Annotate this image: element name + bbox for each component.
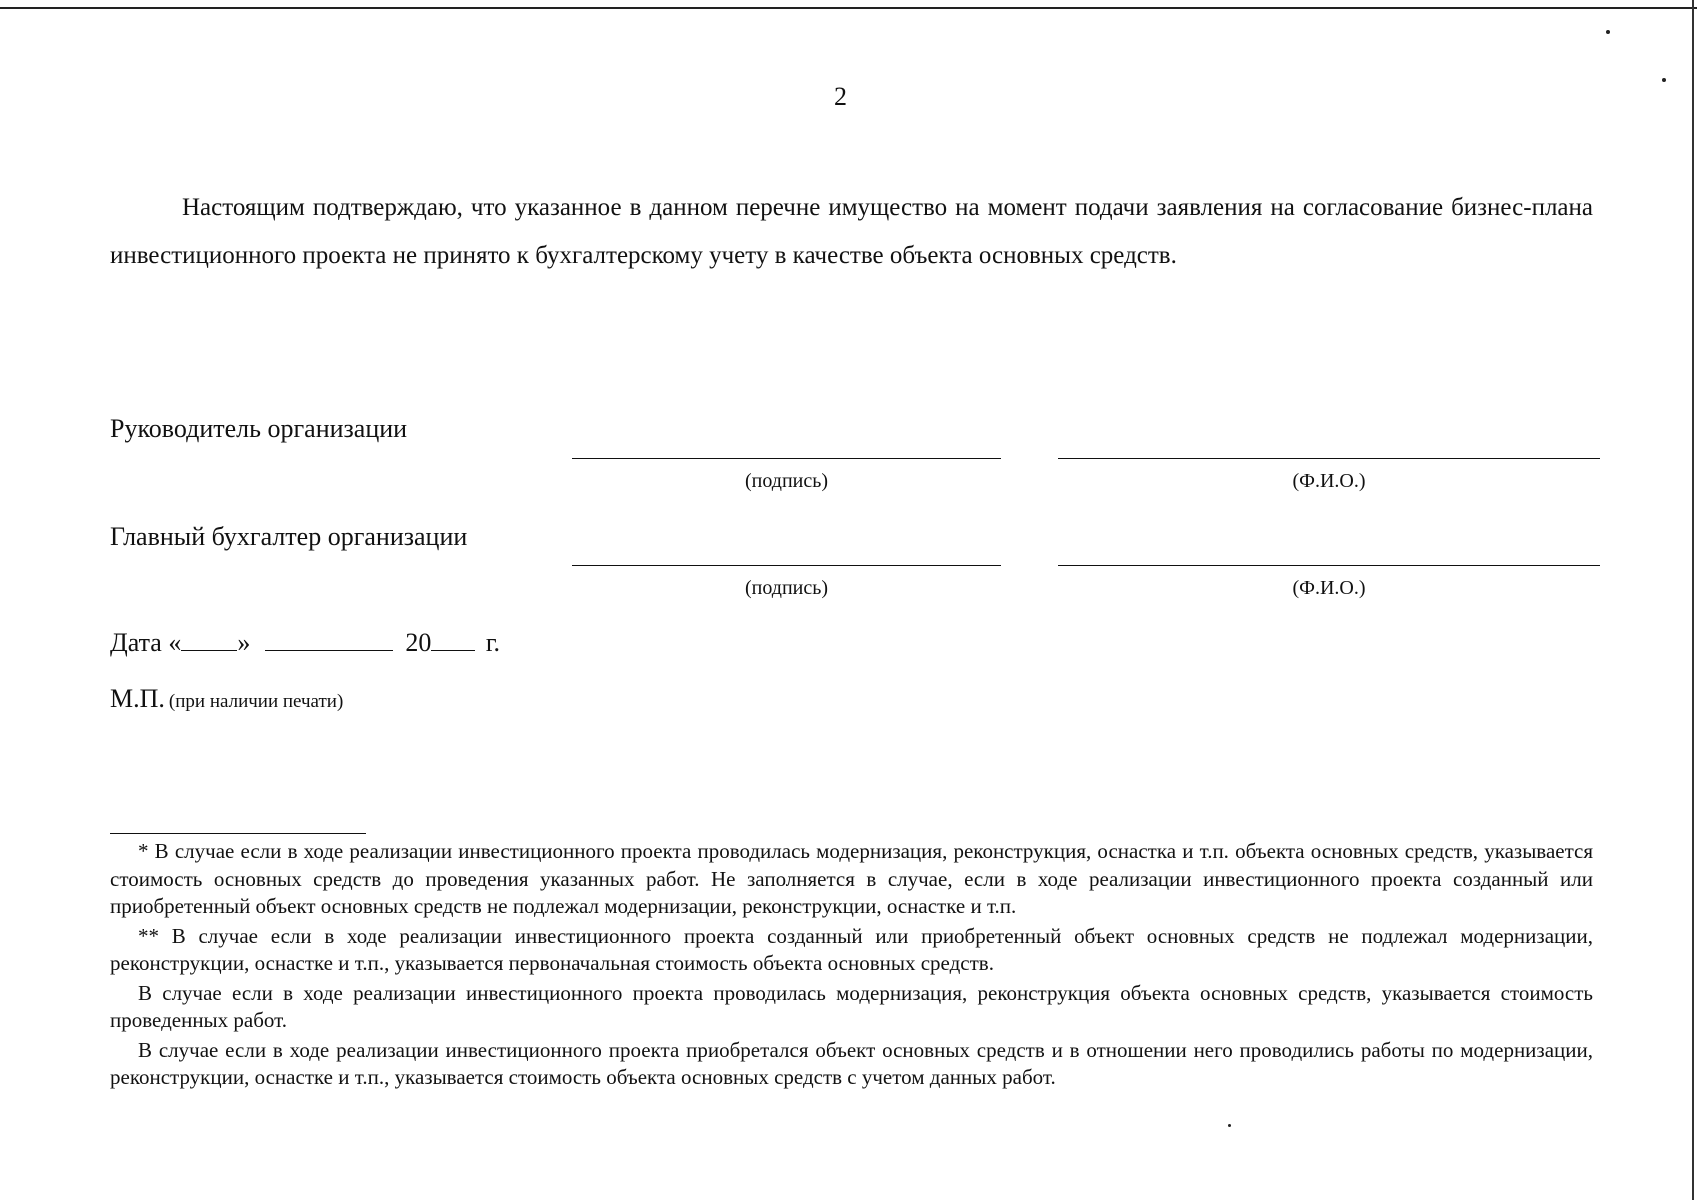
- scan-edge-top: [0, 7, 1697, 9]
- accountant-signature-line[interactable]: [572, 565, 1001, 566]
- director-signature-line[interactable]: [572, 458, 1001, 459]
- date-century: 20: [405, 628, 432, 657]
- confirmation-paragraph: Настоящим подтверждаю, что указанное в данном перечне имущество на момент подачи заявления на согласование бизнес-плана инвестиционного проекта не принято к бухгалтерскому учету в качестве объекта основных средств.: [110, 194, 1593, 269]
- footnote-2: ** В случае если в ходе реализации инвестиционного проекта созданный или приобретенный объект основных средств не подлежал модернизации, реконструкции, оснастке и т.п., указывается первоначальная стоимость объекта основных средств.: [110, 923, 1593, 975]
- date-year-blank[interactable]: [431, 628, 475, 651]
- scan-speck: [1606, 30, 1610, 34]
- stamp-label: М.П.: [110, 684, 165, 713]
- date-year-suffix: г.: [485, 628, 501, 657]
- footnote-1: * В случае если в ходе реализации инвестиционного проекта проводилась модернизация, реконструкция, оснастка и т.п. объекта основных средств, указывается стоимость основных средств до проведения указанных работ. Не заполняется в случае, если в ходе реализации инвестиционного проекта созданный или приобретенный объект основных средств не подлежал модернизации, реконструкции, оснастке и т.п.: [110, 839, 1593, 918]
- director-name-line[interactable]: [1058, 458, 1600, 459]
- footnote-separator: [110, 833, 366, 834]
- footnote-4: В случае если в ходе реализации инвестиционного проекта приобретался объект основных средств и в отношении него проводились работы по модернизации, реконструкции, оснастке и т.п., указывается стоимость объекта основных средств с учетом данных работ.: [110, 1037, 1593, 1089]
- footnotes: [110, 838, 1593, 1094]
- accountant-label: Главный бухгалтер организации: [110, 522, 468, 551]
- date-day-blank[interactable]: [181, 628, 237, 651]
- scan-edge-right: [1692, 0, 1694, 1200]
- footnote-3: В случае если в ходе реализации инвестиционного проекта проводилась модернизация, реконструкция объекта основных средств, указывается стоимость проведенных работ.: [110, 980, 1593, 1032]
- director-signature-caption: (подпись): [744, 470, 829, 492]
- date-label: Дата «: [110, 628, 182, 657]
- date-month-blank[interactable]: [265, 628, 393, 651]
- page-number: 2: [834, 82, 847, 111]
- date-line: [110, 628, 500, 658]
- scan-speck: [1228, 1124, 1231, 1127]
- date-close-quote: »: [237, 628, 251, 657]
- stamp-note: (при наличии печати): [168, 691, 344, 712]
- director-label: Руководитель организации: [110, 414, 408, 443]
- accountant-signature-caption: (подпись): [744, 577, 829, 599]
- director-name-caption: (Ф.И.О.): [1292, 470, 1366, 492]
- scan-speck: [1662, 78, 1666, 82]
- stamp-line: [110, 684, 343, 714]
- accountant-name-line[interactable]: [1058, 565, 1600, 566]
- accountant-name-caption: (Ф.И.О.): [1292, 577, 1366, 599]
